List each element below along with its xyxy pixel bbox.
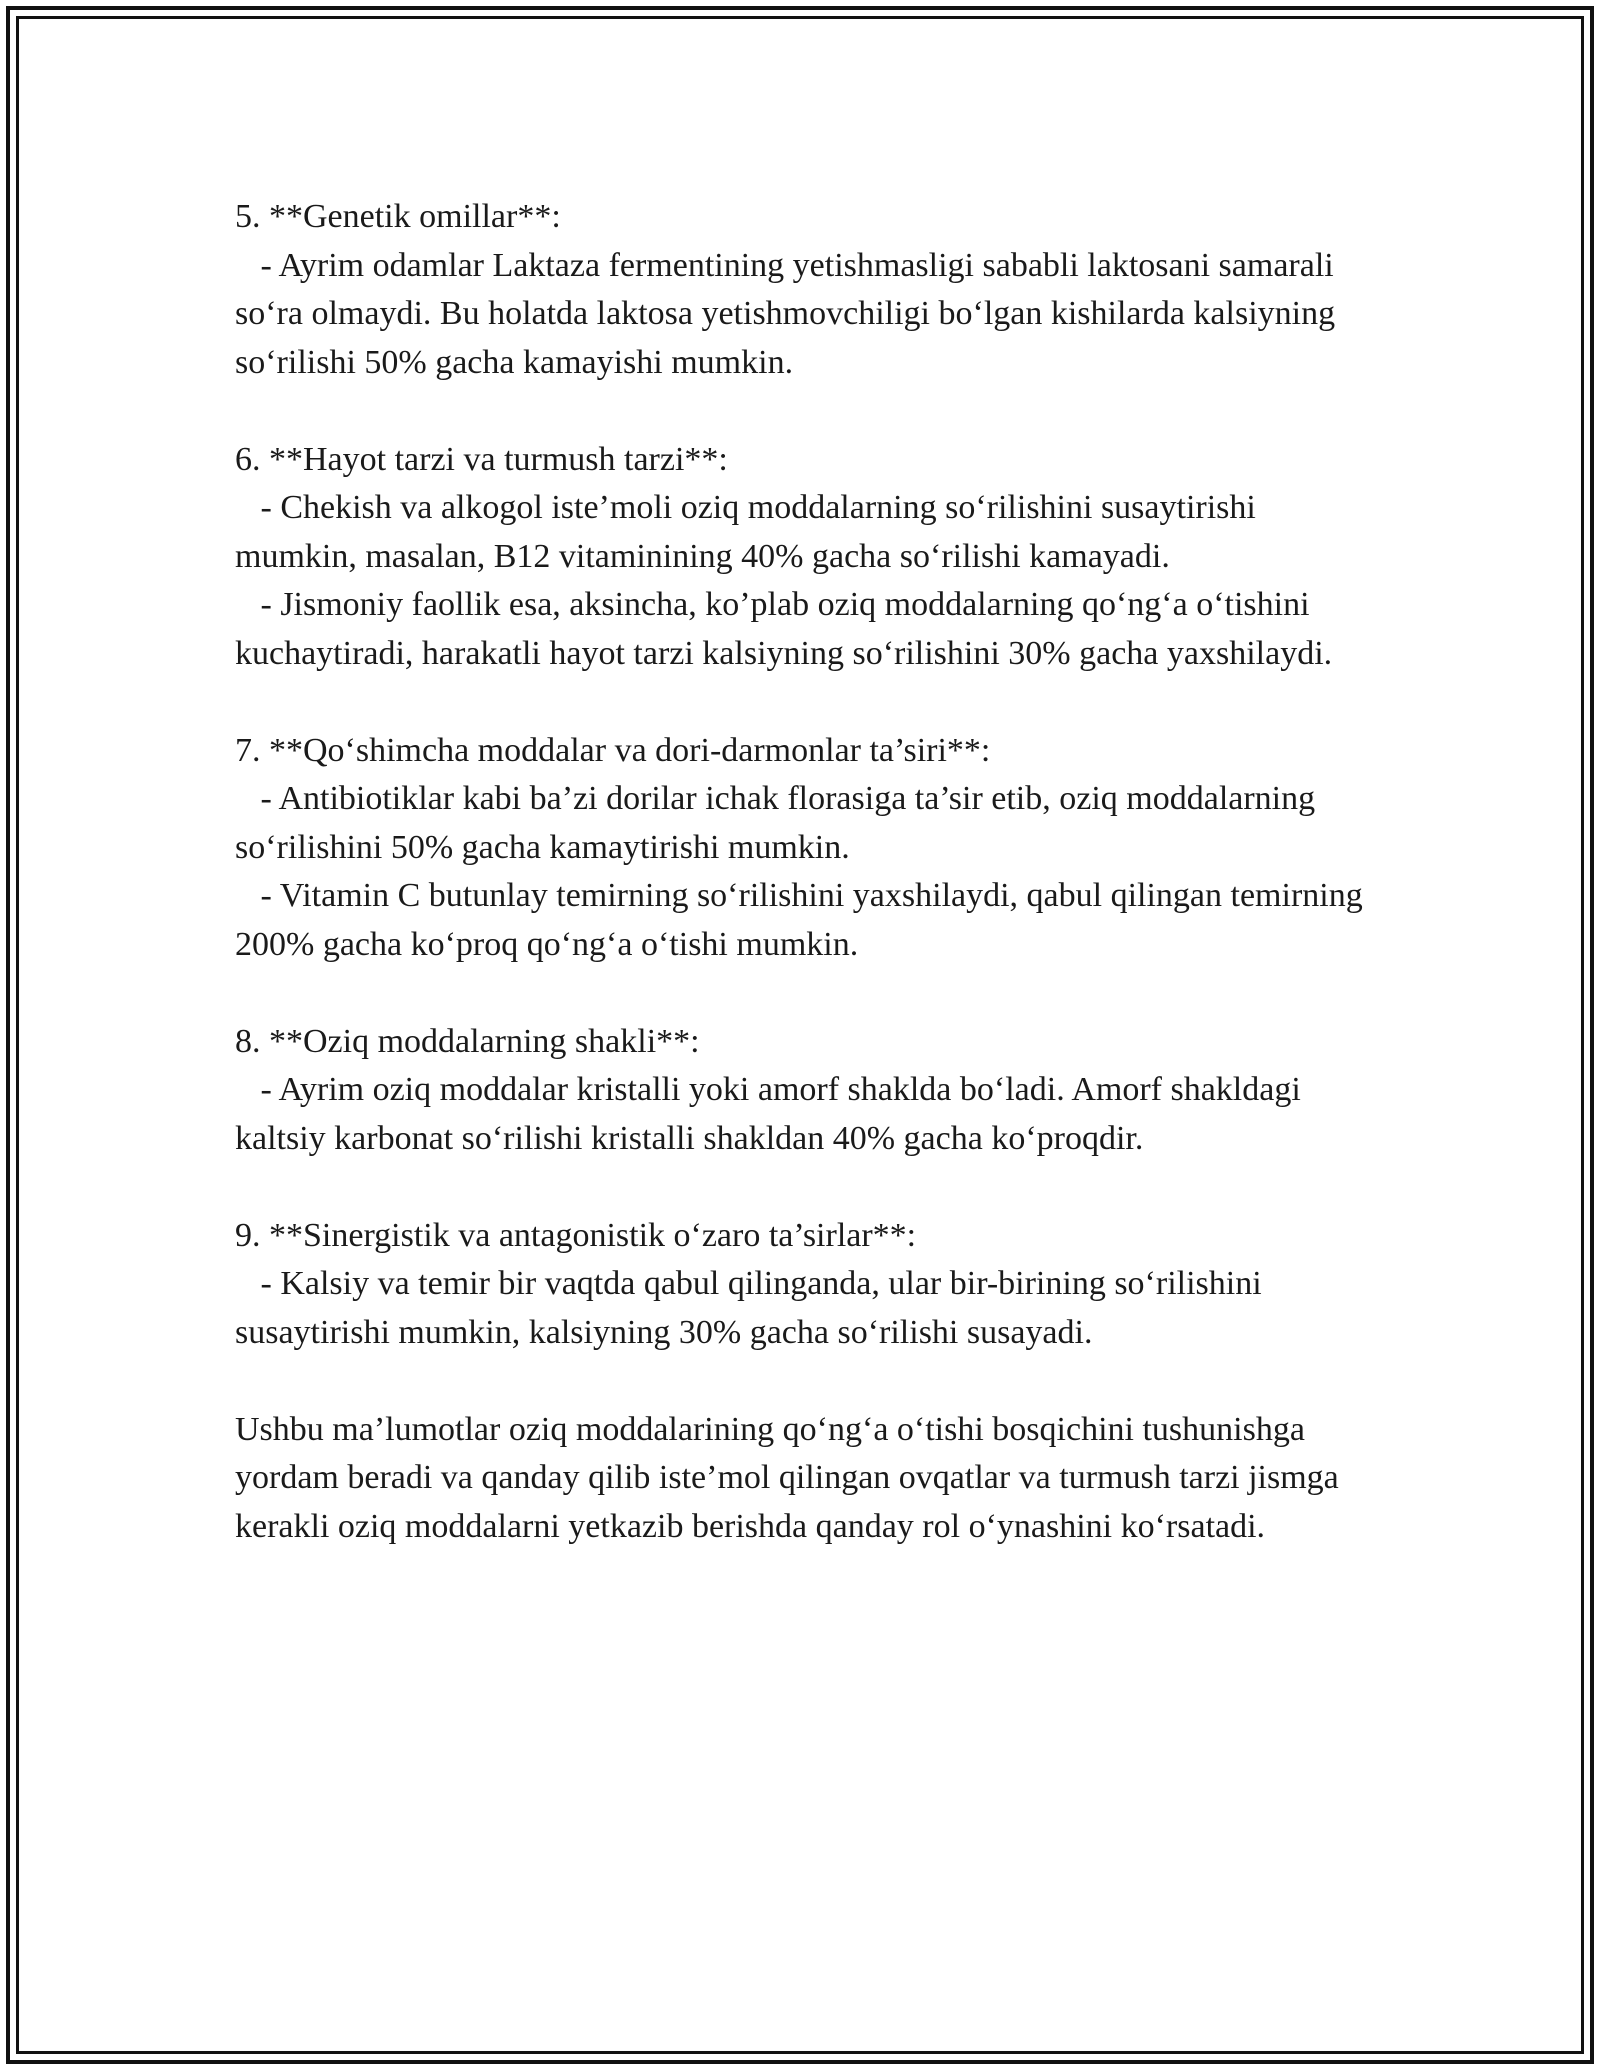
- list-item: - Chekish va alkogol iste’moli oziq moddalarning so‘rilishini susaytirishi mumkin, masalan, B12 vitaminining 40% gacha so‘rilishi kamayadi.: [235, 489, 1265, 575]
- section-heading: 7. **Qo‘shimcha moddalar va dori-darmonlar ta’siri**:: [235, 731, 991, 769]
- section-heading: 5. **Genetik omillar**:: [235, 198, 561, 235]
- section-heading: 8. **Oziq moddalarning shakli**:: [235, 1022, 700, 1060]
- list-item: - Vitamin C butunlay temirning so‘rilishini yaxshilaydi, qabul qilingan temirning 200% gacha ko‘proq qo‘ng‘a o‘tishi mumkin.: [235, 877, 1372, 963]
- list-item: - Antibiotiklar kabi ba’zi dorilar ichak florasiga ta’sir etib, oziq moddalarning so‘rilishini 50% gacha kamaytirishi mumkin.: [235, 780, 1324, 866]
- list-item: - Kalsiy va temir bir vaqtda qabul qilinganda, ular bir-birining so‘rilishini susaytirishi mumkin, kalsiyning 30% gacha so‘rilishi susayadi.: [235, 1265, 1271, 1351]
- document-body: [235, 193, 1385, 1600]
- conclusion-text: Ushbu ma’lumotlar oziq moddalarining qo‘ng‘a o‘tishi bosqichini tushunishga yordam beradi va qanday qilib iste’mol qilingan ovqatlar va turmush tarzi jismga kerakli oziq moddalarni yetkazib berishda qanday rol o‘ynashini ko‘rsatadi.: [235, 1410, 1348, 1545]
- section-heading: 6. **Hayot tarzi va turmush tarzi**:: [235, 440, 728, 478]
- section-supplements-drugs: [235, 727, 1385, 970]
- section-heading: 9. **Sinergistik va antagonistik o‘zaro ta’sirlar**:: [235, 1216, 917, 1254]
- section-lifestyle: [235, 436, 1385, 679]
- list-item: - Ayrim odamlar Laktaza fermentining yetishmasligi sababli laktosani samarali so‘ra olmaydi. Bu holatda laktosa yetishmovchiligi bo‘lgan kishilarda kalsiyning so‘rilishi 50% gacha kamayishi mumkin.: [235, 246, 1344, 381]
- section-nutrient-form: [235, 1018, 1385, 1164]
- list-item: - Ayrim oziq moddalar kristalli yoki amorf shaklda bo‘ladi. Amorf shakldagi kaltsiy karbonat so‘rilishi kristalli shakldan 40% gacha ko‘proqdir.: [235, 1071, 1310, 1157]
- conclusion-paragraph: [235, 1406, 1385, 1552]
- section-genetic-factors: [235, 193, 1385, 387]
- section-interactions: [235, 1212, 1385, 1358]
- list-item: - Jismoniy faollik esa, aksincha, ko’plab oziq moddalarning qo‘ng‘a o‘tishini kuchaytiradi, harakatli hayot tarzi kalsiyning so‘rilishini 30% gacha yaxshilaydi.: [235, 586, 1333, 672]
